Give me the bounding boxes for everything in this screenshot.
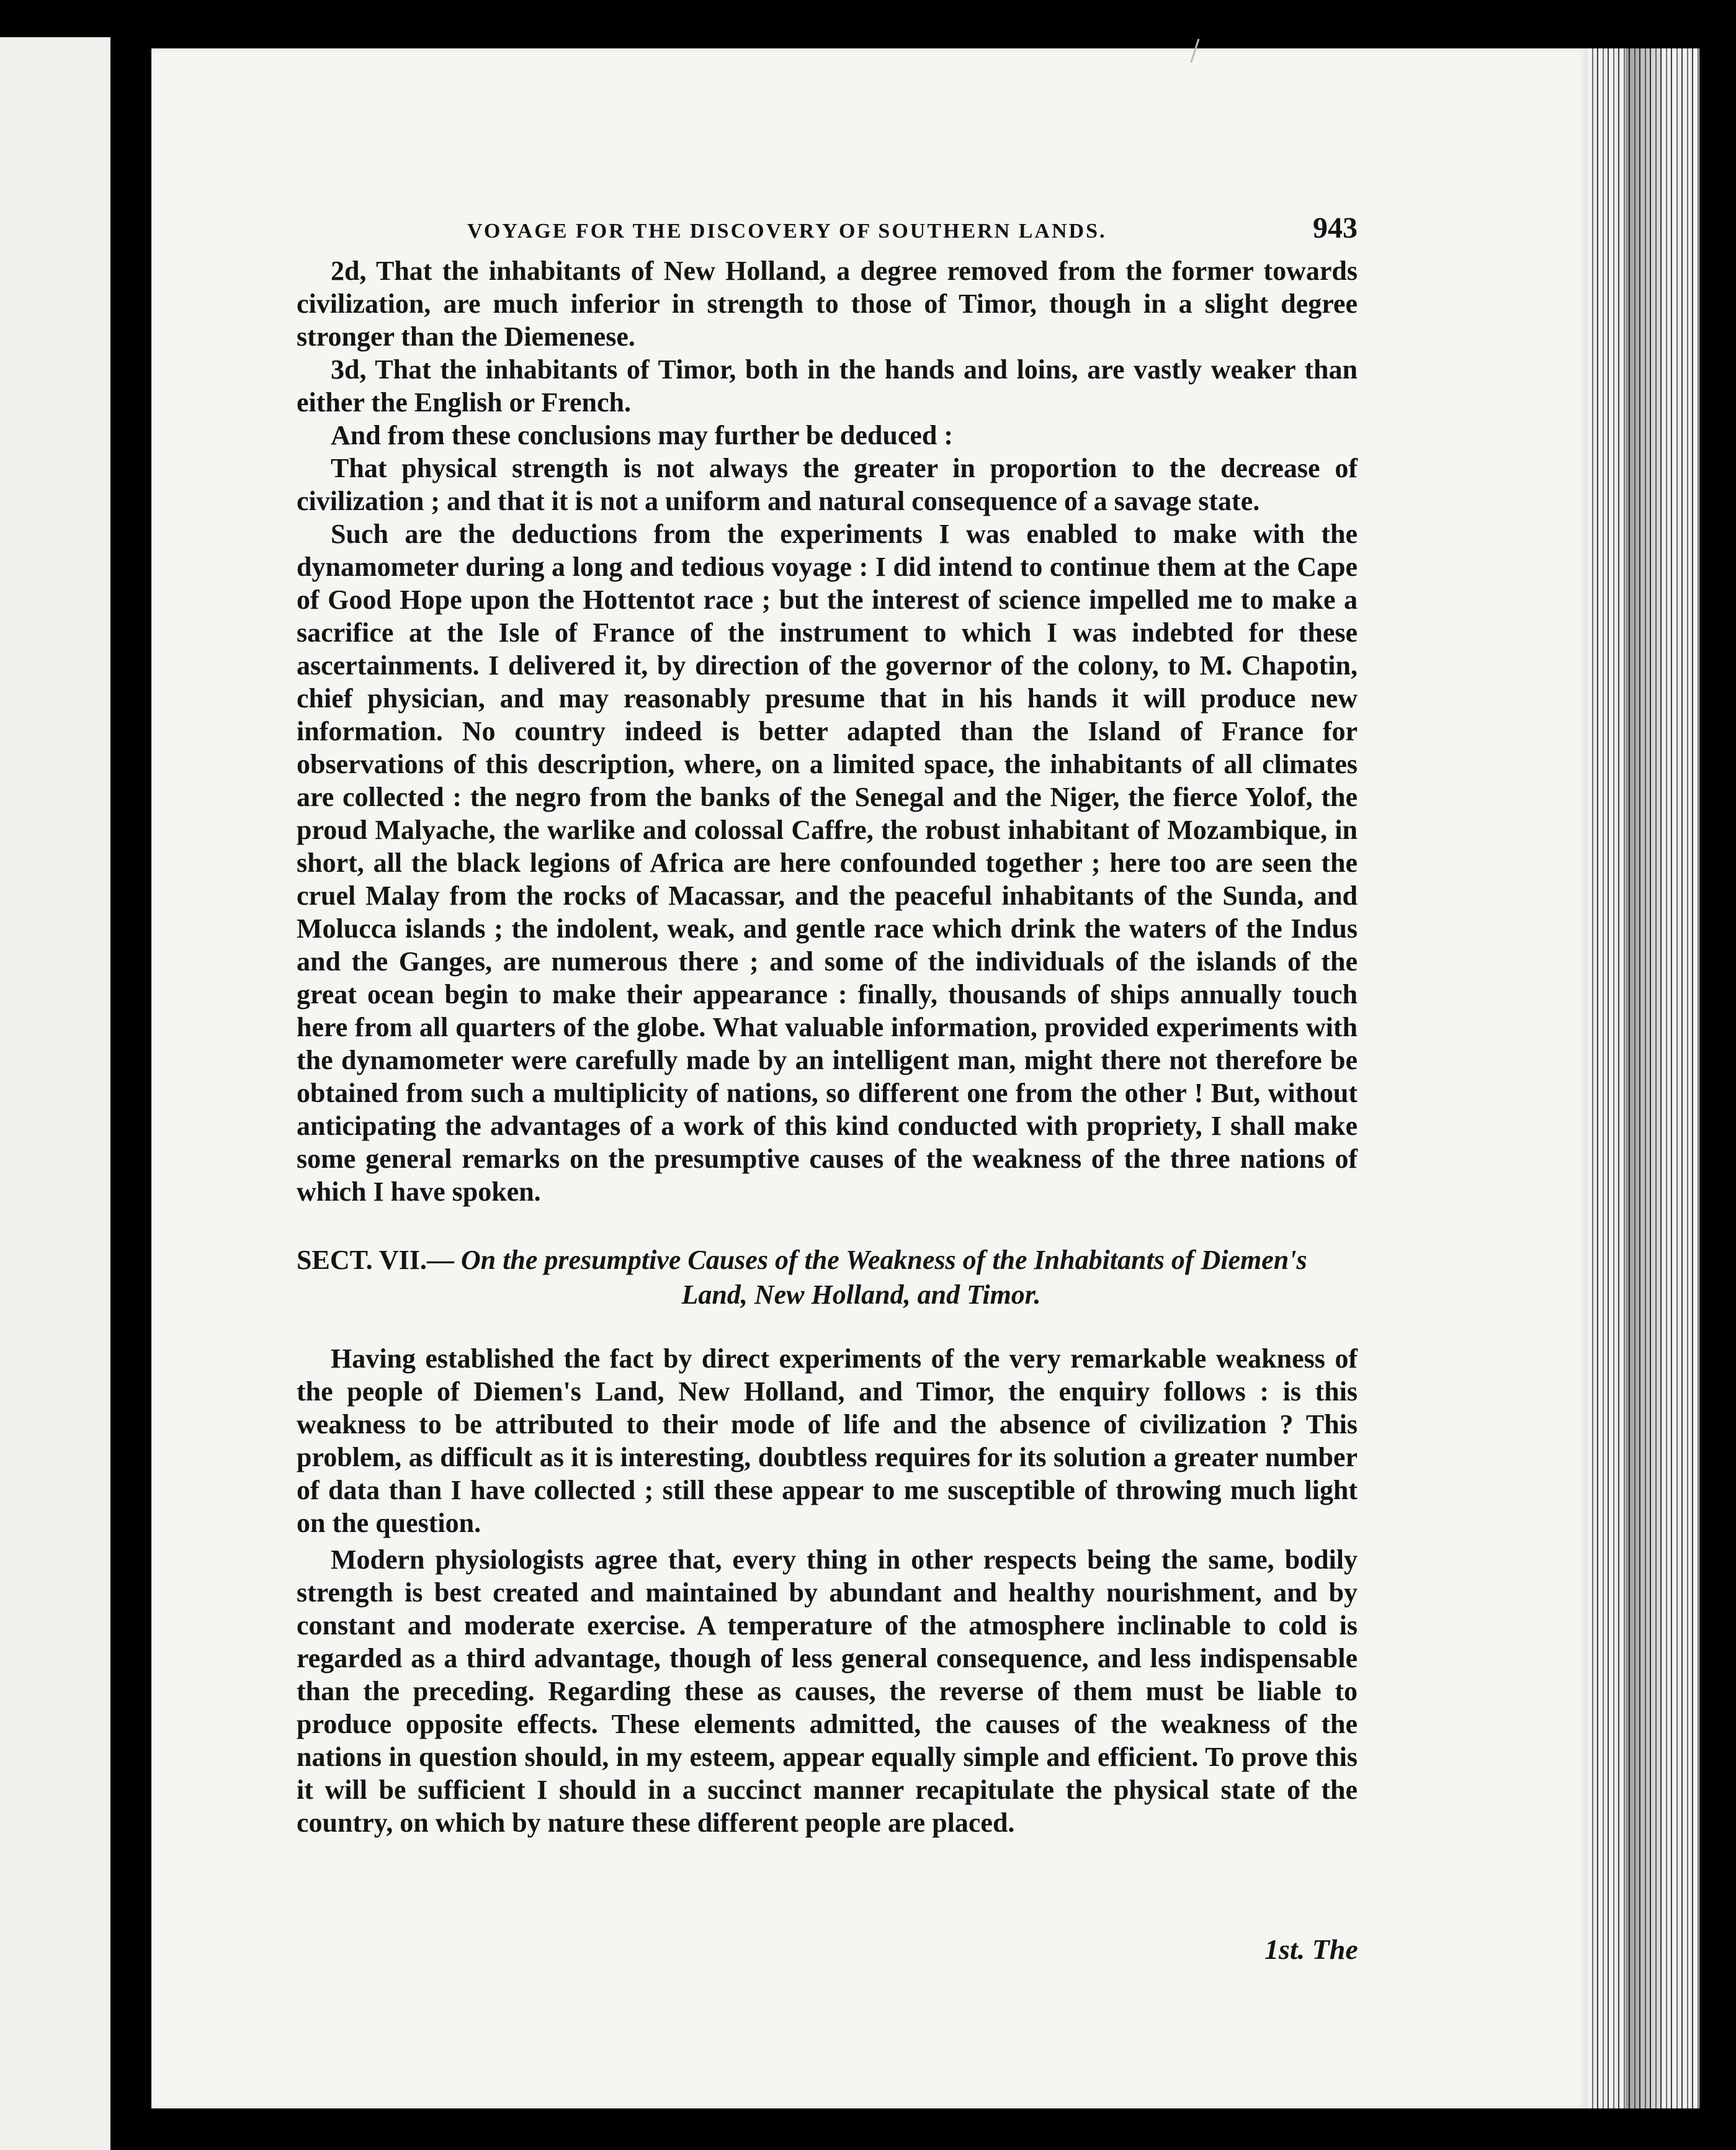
text-block	[297, 211, 1358, 1839]
section-label: SECT. VII.—	[297, 1245, 454, 1275]
paragraph: That physical strength is not always the greater in proportion to the decrease of civilization ; and that it is not a uniform and natural consequence of a savage state.	[297, 453, 1358, 516]
catchword: 1st. The	[1264, 1933, 1358, 1965]
adjacent-page-edge	[0, 37, 110, 2150]
paragraph: Having established the fact by direct experiments of the very remarkable weakness of the people of Diemen's Land, New Holland, and Timor, the enquiry follows : is this weakness to be attributed to their mode of life and the absence of civilization ? This problem, as difficult as it is interesting, doubtless requires for its solution a greater number of data than I have collected ; still these appear to me susceptible of throwing much light on the question.	[297, 1343, 1358, 1538]
paragraphs-after-section	[297, 1342, 1358, 1839]
paragraph: 3d, That the inhabitants of Timor, both in the hands and loins, are vastly weaker than either the English or French.	[297, 354, 1358, 418]
page-number: 943	[1313, 212, 1358, 244]
paragraph: Modern physiologists agree that, every thing in other respects being the same, bodily strength is best created and maintained by abundant and healthy nourishment, and by constant and moderate exercise. A temperature of the atmosphere inclinable to cold is regarded as a third advantage, though of less general consequence, and less indispensable than the preceding. Regarding these as causes, the reverse of them must be liable to produce opposite effects. These elements admitted, the causes of the weakness of the nations in question should, in my esteem, appear equally simple and efficient. To prove this it will be sufficient I should in a succinct manner recapitulate the physical state of the country, on which by nature these different people are placed.	[297, 1544, 1358, 1838]
section-title-line2: Land, New Holland, and Timor.	[681, 1279, 1041, 1310]
paragraph: 2d, That the inhabitants of New Holland, a degree removed from the former towards civilization, are much inferior in strength to those of Timor, though in a slight degree stronger than the Diemenese.	[297, 256, 1358, 352]
page-edge-shadow	[1626, 48, 1663, 2108]
paragraphs-before-section	[297, 254, 1358, 1208]
running-title: VOYAGE FOR THE DISCOVERY OF SOUTHERN LANDS.	[467, 220, 1107, 243]
paragraph: Such are the deductions from the experiments I was enabled to make with the dynamometer during a long and tedious voyage : I did intend to continue them at the Cape of Good Hope upon the Hottentot race ; but the interest of science impelled me to make a sacrifice at the Isle of France of the instrument to which I was indebted for these ascertainments. I delivered it, by direction of the governor of the colony, to M. Chapotin, chief physician, and may reasonably presume that in his hands it will produce new information. No country indeed is better adapted than the Island of France for observations of this description, where, on a limited space, the inhabitants of all climates are collected : the negro from the banks of the Senegal and the Niger, the fierce Yolof, the proud Malyache, the warlike and colossal Caffre, the robust inhabitant of Mozambique, in short, all the black legions of Africa are here confounded together ; here too are seen the cruel Malay from the rocks of Macassar, and the peaceful inhabitants of the Sunda, and Molucca islands ; the indolent, weak, and gentle race which drink the waters of the Indus and the Ganges, are numerous there ; and some of the individuals of the islands of the great ocean begin to make their appearance : finally, thousands of ships annually touch here from all quarters of the globe. What valuable information, provided experiments with the dynamometer were carefully made by an intelligent man, might there not therefore be obtained from such a multiplicity of nations, so different one from the other ! But, without anticipating the advantages of a work of this kind conducted with propriety, I shall make some general remarks on the presumptive causes of the weakness of the three nations of which I have spoken.	[297, 519, 1358, 1207]
paragraph: And from these conclusions may further be deduced :	[331, 420, 954, 450]
section-title-line1: On the presumptive Causes of the Weakness of the Inhabitants of Diemen's	[460, 1245, 1307, 1275]
running-head	[297, 211, 1358, 254]
section-heading	[297, 1243, 1358, 1312]
